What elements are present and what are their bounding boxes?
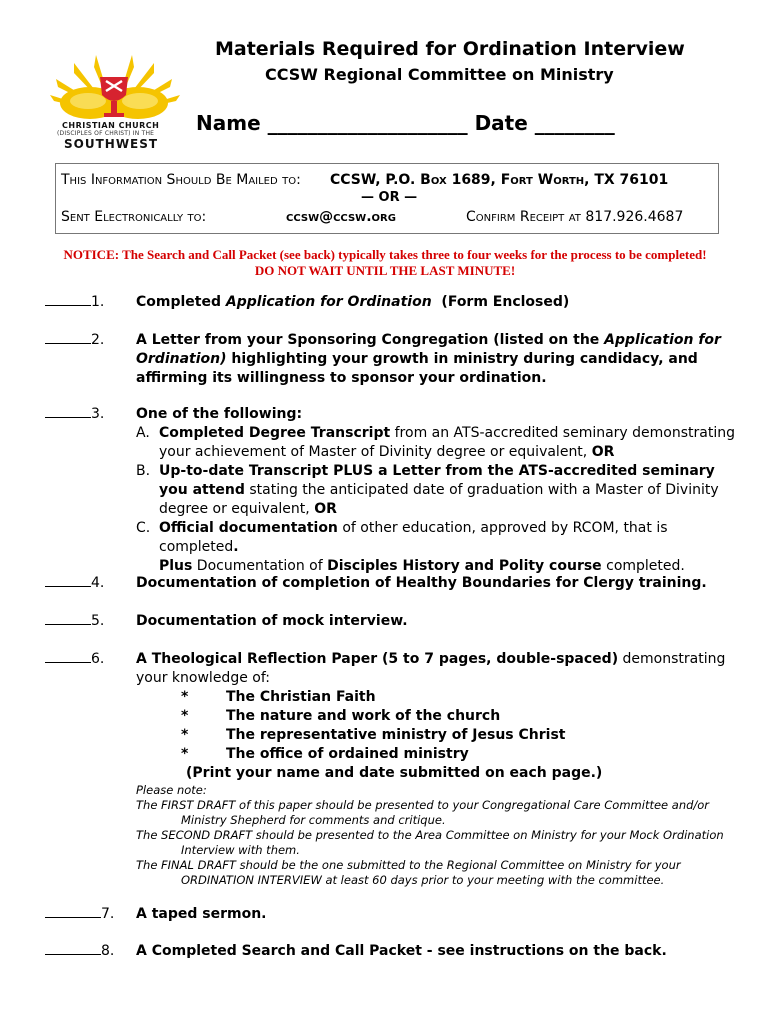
- item-text: A Completed Search and Call Packet - see instructions on the back.: [136, 943, 667, 959]
- logo-line-3: SOUTHWEST: [64, 137, 159, 151]
- email-address[interactable]: ccsw@ccsw.org: [286, 209, 396, 225]
- item-number: 7.: [101, 906, 115, 922]
- print-note: (Print your name and date submitted on each page.): [186, 765, 603, 781]
- knowledge-bullet: [136, 726, 736, 745]
- option-c-period: .: [233, 539, 239, 555]
- bullet-text: The nature and work of the church: [226, 708, 501, 724]
- item-1-text-c: (Form Enclosed): [431, 294, 570, 310]
- item-text: [136, 650, 736, 888]
- option-c-text: of other education, approved by RCOM, that is completed: [159, 520, 668, 555]
- item-text: Documentation of completion of Healthy Boundaries for Clergy training.: [136, 575, 707, 591]
- item-number: 4.: [91, 575, 105, 591]
- name-field[interactable]: ____________________: [267, 111, 468, 135]
- bullet-text: The Christian Faith: [226, 689, 376, 705]
- bullet-text: The representative ministry of Jesus Christ: [226, 727, 566, 743]
- item-text: [136, 405, 736, 576]
- item-number: 1.: [91, 294, 105, 310]
- check-blank[interactable]: [45, 331, 104, 350]
- option-a-bold: Completed Degree Transcript: [159, 425, 391, 441]
- mailing-info-box: [55, 163, 719, 234]
- item-number: 5.: [91, 613, 105, 629]
- option-a-or: OR: [591, 444, 615, 460]
- item-number: 3.: [91, 406, 105, 422]
- check-blank[interactable]: [45, 650, 104, 669]
- confirm-receipt: [466, 209, 683, 225]
- option-c-label: C.: [136, 520, 151, 536]
- item-text: A taped sermon.: [136, 906, 267, 922]
- note-second-draft-cont: Interview with them.: [181, 843, 300, 857]
- note-final-draft-cont: ORDINATION INTERVIEW at least 60 days prior to your meeting with the committee.: [181, 873, 665, 887]
- bullet-star-icon: *: [181, 727, 189, 743]
- note-heading: Please note:: [136, 783, 207, 797]
- check-blank[interactable]: [45, 405, 104, 424]
- item-3-heading: One of the following:: [136, 406, 303, 422]
- bullet-star-icon: *: [181, 708, 189, 724]
- date-field[interactable]: ________: [534, 111, 615, 135]
- check-blank[interactable]: [45, 293, 104, 312]
- item-number: 8.: [101, 943, 115, 959]
- bullet-text: The office of ordained ministry: [226, 746, 469, 762]
- option-b-text: stating the anticipated date of graduation with a Master of Divinity degree or equivalent,: [159, 482, 719, 517]
- option-c-text-3: completed.: [601, 558, 685, 574]
- note-first-draft: The FIRST DRAFT of this paper should be presented to your Congregational Care Committee and/or: [136, 798, 710, 812]
- bullet-star-icon: *: [181, 689, 189, 705]
- knowledge-bullet: [136, 745, 736, 764]
- check-blank[interactable]: [45, 612, 104, 631]
- logo-line-1: CHRISTIAN CHURCH: [62, 121, 160, 130]
- mail-label: This Information Should Be Mailed to:: [61, 172, 301, 188]
- check-blank[interactable]: [45, 574, 104, 593]
- option-b-or: OR: [314, 501, 337, 517]
- ccsw-logo: [40, 55, 188, 155]
- or-divider: — OR —: [361, 190, 418, 205]
- option-b-label: B.: [136, 463, 151, 479]
- item-2-text-a: A Letter from your Sponsoring Congregation (listed on the: [136, 332, 605, 348]
- note-second-draft: The SECOND DRAFT should be presented to the Area Committee on Ministry for your Mock Ordination: [136, 828, 724, 842]
- item-2-text-b: Application for Ordination): [136, 332, 721, 367]
- option-c-bold-2: Disciples History and Polity course: [327, 558, 602, 574]
- option-b-bold: Up-to-date Transcript PLUS a Letter from the ATS-accredited seminary you attend: [159, 463, 715, 498]
- option-a-label: A.: [136, 425, 150, 441]
- chalice-sun-icon: [40, 55, 188, 125]
- item-1-text-a: Completed: [136, 294, 226, 310]
- mail-address: CCSW, P.O. Box 1689, Fort Worth, TX 76101: [330, 172, 669, 188]
- check-blank[interactable]: [45, 905, 114, 924]
- knowledge-bullet: [136, 707, 736, 726]
- notice-text: NOTICE: The Search and Call Packet (see back) typically takes three to four weeks for the process to be completed! DO NOT WAIT UNTIL THE LAST MINUTE!: [63, 247, 707, 278]
- page-subtitle: CCSW Regional Committee on Ministry: [265, 65, 614, 84]
- option-b: [136, 462, 736, 519]
- name-date-line: [196, 111, 615, 135]
- bullet-star-icon: *: [181, 746, 189, 762]
- option-a: [136, 424, 736, 462]
- confirm-phone[interactable]: 817.926.4687: [585, 209, 684, 225]
- item-text: [136, 331, 736, 388]
- item-text: Documentation of mock interview.: [136, 613, 408, 629]
- electronic-label: Sent Electronically to:: [61, 209, 207, 225]
- item-number: 2.: [91, 332, 105, 348]
- note-first-draft-cont: Ministry Shepherd for comments and critique.: [181, 813, 446, 827]
- draft-notes: [136, 783, 736, 888]
- note-final-draft: The FINAL DRAFT should be the one submitted to the Regional Committee on Ministry for your: [136, 858, 681, 872]
- item-6-bold: A Theological Reflection Paper (5 to 7 pages, double-spaced): [136, 651, 619, 667]
- option-a-text: from an ATS-accredited seminary demonstrating your achievement of Master of Divinity degree or equivalent,: [159, 425, 735, 460]
- option-c-bold: Official documentation: [159, 520, 338, 536]
- item-text: [136, 293, 736, 312]
- item-number: 6.: [91, 651, 105, 667]
- logo-line-2: (DISCIPLES OF CHRIST) IN THE: [57, 130, 155, 137]
- confirm-label: Confirm Receipt at: [466, 209, 581, 225]
- knowledge-bullet: [136, 688, 736, 707]
- option-c-text-2: Documentation of: [192, 558, 328, 574]
- check-blank[interactable]: [45, 942, 114, 961]
- option-c: [136, 519, 736, 576]
- name-label: Name: [196, 111, 261, 135]
- item-2-text-c: highlighting your growth in ministry during candidacy, and affirming its willingness to sponsor your ordination.: [136, 351, 698, 386]
- option-c-plus: Plus: [159, 558, 193, 574]
- page-title: Materials Required for Ordination Interview: [215, 38, 685, 60]
- date-label: Date: [474, 111, 528, 135]
- item-1-text-b: Application for Ordination: [225, 294, 432, 310]
- item-6-text: demonstrating your knowledge of:: [136, 651, 726, 686]
